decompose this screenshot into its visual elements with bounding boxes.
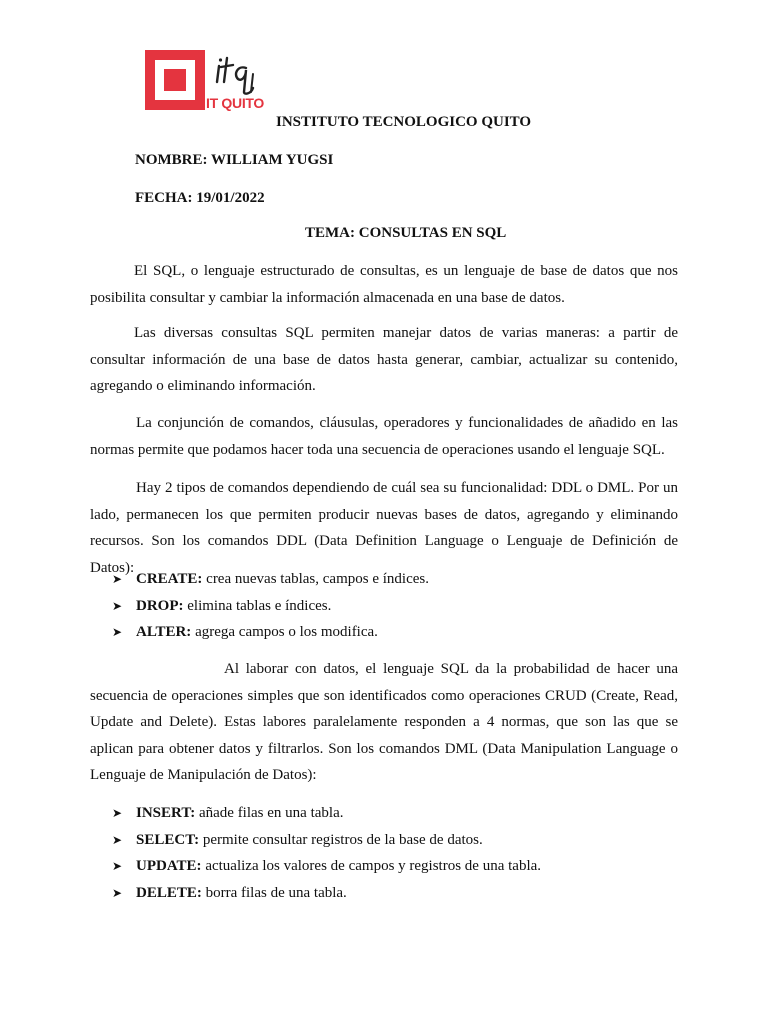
arrowhead-bullet-icon: ➤	[112, 885, 123, 900]
topic-title: TEMA: CONSULTAS EN SQL	[305, 225, 507, 241]
arrowhead-bullet-icon: ➤	[112, 806, 123, 820]
itq-logo-mark-icon	[145, 50, 205, 110]
list-item: ➤ CREATE: crea nuevas tablas, campos e índices.	[112, 566, 429, 593]
list-item: ➤ INSERT: añade filas en una tabla.	[112, 800, 541, 827]
institution-title: INSTITUTO TECNOLOGICO QUITO	[276, 114, 532, 130]
date-line: FECHA: 19/01/2022	[135, 190, 265, 206]
paragraph-2: Las diversas consultas SQL permiten manejar datos de varias maneras: a partir de consultar información de una base de datos hasta generar, cambiar, actualizar su contenido, agregando o eliminando información.	[90, 325, 678, 394]
paragraph-3: La conjunción de comandos, cláusulas, operadores y funcionalidades de añadido en las normas permite que podamos hacer toda una secuencia de operaciones usando el lenguaje SQL.	[90, 415, 678, 458]
dml-command-list	[112, 800, 541, 906]
paragraph-4: Hay 2 tipos de comandos dependiendo de cuál sea su funcionalidad: DDL o DML. Por un lado, permanecen los que permiten producir nuevas bases de datos, agregando y eliminando recursos. Son los comandos DDL (Data Definition Language o Lenguaje de Definición de Datos):	[90, 480, 678, 576]
arrowhead-bullet-icon: ➤	[112, 832, 123, 847]
itq-logo	[145, 50, 270, 112]
list-item: ➤ DROP: elimina tablas e índices.	[112, 593, 429, 620]
brand-text: IT QUITO	[206, 95, 265, 111]
paragraph-5: Al laborar con datos, el lenguaje SQL da la probabilidad de hacer una secuencia de operaciones simples que son identificados como operaciones CRUD (Create, Read, Update and Delete). Estas labores paralelamente responden a 4 normas, que son las que se aplican para obtener datos y filtrarlos. Son los comandos DML (Data Manipulation Language o Lenguaje de Manipulación de Datos):	[90, 661, 678, 783]
arrowhead-bullet-icon: ➤	[112, 859, 123, 873]
arrowhead-bullet-icon: ➤	[112, 625, 123, 639]
arrowhead-bullet-icon: ➤	[112, 572, 123, 586]
list-item: ➤ ALTER: agrega campos o los modifica.	[112, 619, 429, 646]
ddl-command-list	[112, 566, 429, 646]
name-line: NOMBRE: WILLIAM YUGSI	[135, 152, 334, 168]
itq-script-logo	[213, 52, 269, 96]
list-item: ➤ SELECT: permite consultar registros de la base de datos.	[112, 827, 541, 854]
paragraph-1: El SQL, o lenguaje estructurado de consultas, es un lenguaje de base de datos que nos posibilita consultar y cambiar la información almacenada en una base de datos.	[90, 263, 678, 306]
arrowhead-bullet-icon: ➤	[112, 598, 123, 613]
list-item: ➤ DELETE: borra filas de una tabla.	[112, 880, 541, 907]
list-item: ➤ UPDATE: actualiza los valores de campos y registros de una tabla.	[112, 853, 541, 880]
